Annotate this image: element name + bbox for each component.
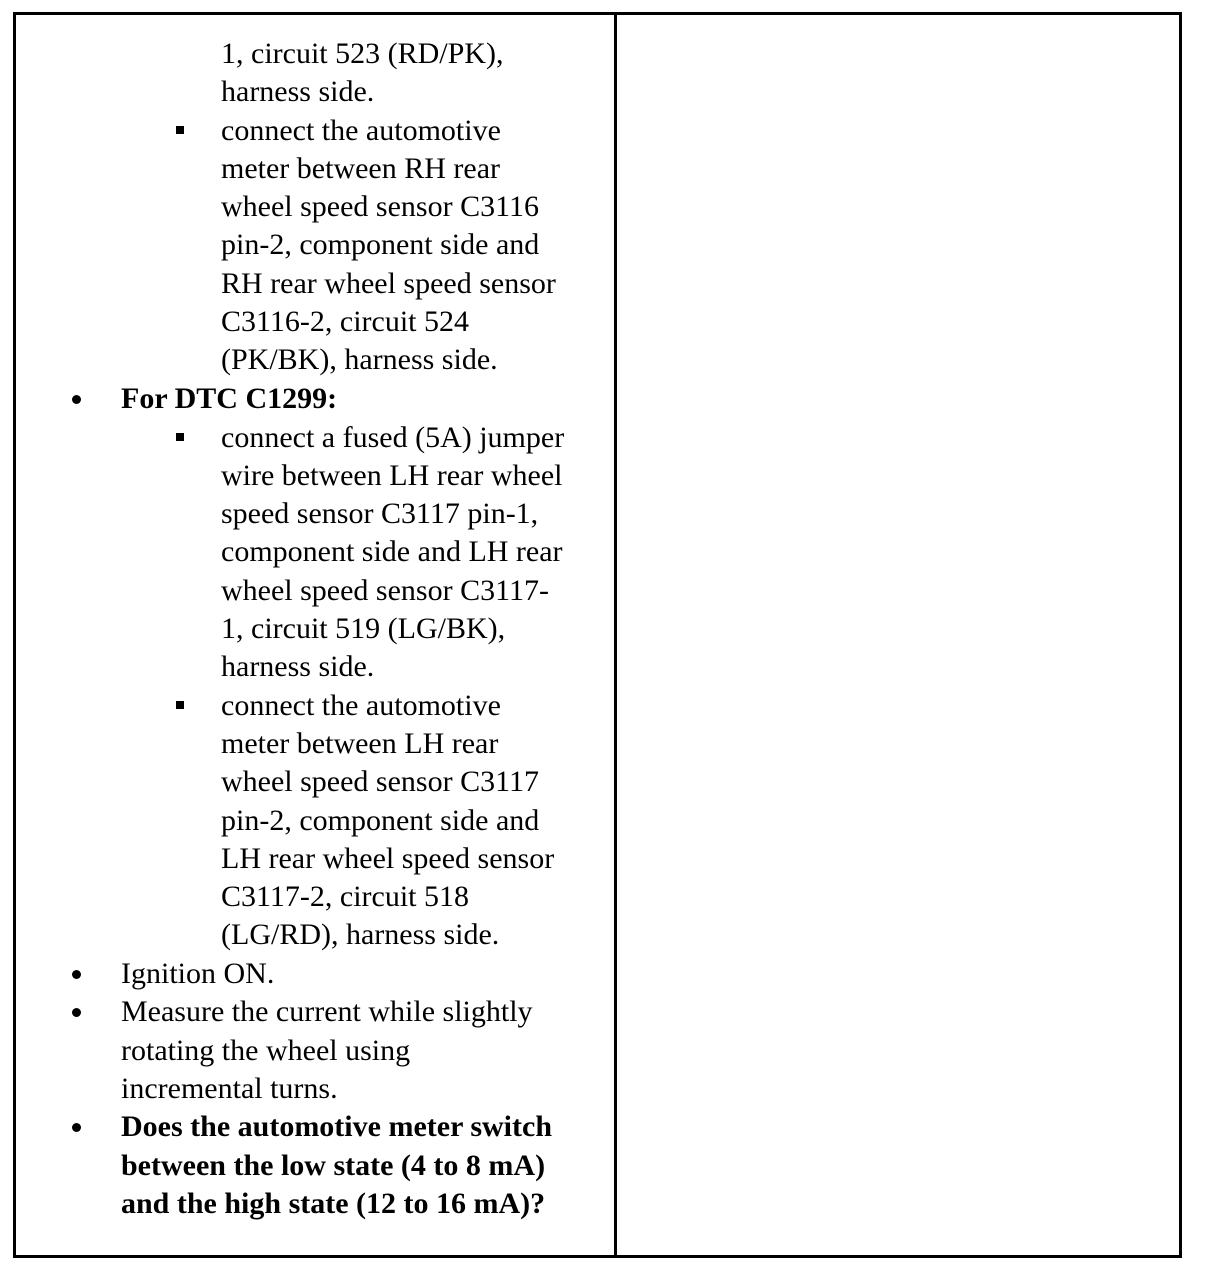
- round-bullet-icon: [72, 1008, 81, 1017]
- rh-jumper-continued-line-2: harness side.: [221, 75, 375, 108]
- rh-meter-line-1: connect the automotive: [221, 114, 501, 147]
- lh-meter-line-2: meter between LH rear: [221, 727, 499, 760]
- lh-meter-line-4: pin-2, component side and: [221, 804, 540, 837]
- rh-meter-line-5: RH rear wheel speed sensor: [221, 267, 556, 300]
- rh-meter-line-6: C3116-2, circuit 524: [221, 305, 470, 338]
- result-action-cell: [617, 15, 1179, 1255]
- rh-meter-line-7: (PK/BK), harness side.: [221, 343, 498, 376]
- procedure-table: [13, 12, 1182, 1258]
- lh-jumper-line-6: 1, circuit 519 (LG/BK),: [221, 612, 506, 645]
- lh-meter-line-6: C3117-2, circuit 518: [221, 880, 470, 913]
- rh-meter-line-2: meter between RH rear: [221, 152, 501, 185]
- round-bullet-icon: [72, 970, 81, 979]
- round-bullet-icon: [72, 1123, 81, 1132]
- lh-meter-line-3: wheel speed sensor C3117: [221, 765, 539, 798]
- question-line-3: and the high state (12 to 16 mA)?: [121, 1187, 546, 1220]
- dtc-c1299-heading: For DTC C1299:: [121, 382, 338, 415]
- question-line-2: between the low state (4 to 8 mA): [121, 1149, 546, 1182]
- measure-step-line-2: rotating the wheel using: [121, 1034, 411, 1067]
- question-line-1: Does the automotive meter switch: [121, 1110, 553, 1143]
- lh-jumper-line-7: harness side.: [221, 650, 375, 683]
- measure-step-line-3: incremental turns.: [121, 1072, 338, 1105]
- square-bullet-icon: [176, 126, 184, 134]
- lh-meter-line-5: LH rear wheel speed sensor: [221, 842, 555, 875]
- lh-meter-line-7: (LG/RD), harness side.: [221, 918, 500, 951]
- lh-jumper-line-3: speed sensor C3117 pin-1,: [221, 497, 539, 530]
- round-bullet-icon: [72, 395, 81, 404]
- ignition-step: Ignition ON.: [121, 957, 275, 990]
- test-step-cell: [16, 15, 614, 1255]
- lh-jumper-line-4: component side and LH rear: [221, 535, 563, 568]
- lh-jumper-line-2: wire between LH rear wheel: [221, 459, 563, 492]
- lh-jumper-line-5: wheel speed sensor C3117-: [221, 574, 549, 607]
- rh-meter-line-4: pin-2, component side and: [221, 228, 540, 261]
- square-bullet-icon: [176, 701, 184, 709]
- lh-meter-line-1: connect the automotive: [221, 689, 501, 722]
- measure-step-line-1: Measure the current while slightly: [121, 995, 533, 1028]
- rh-meter-line-3: wheel speed sensor C3116: [221, 190, 539, 223]
- lh-jumper-line-1: connect a fused (5A) jumper: [221, 421, 565, 454]
- square-bullet-icon: [176, 433, 184, 441]
- rh-jumper-continued-line-1: 1, circuit 523 (RD/PK),: [221, 37, 504, 70]
